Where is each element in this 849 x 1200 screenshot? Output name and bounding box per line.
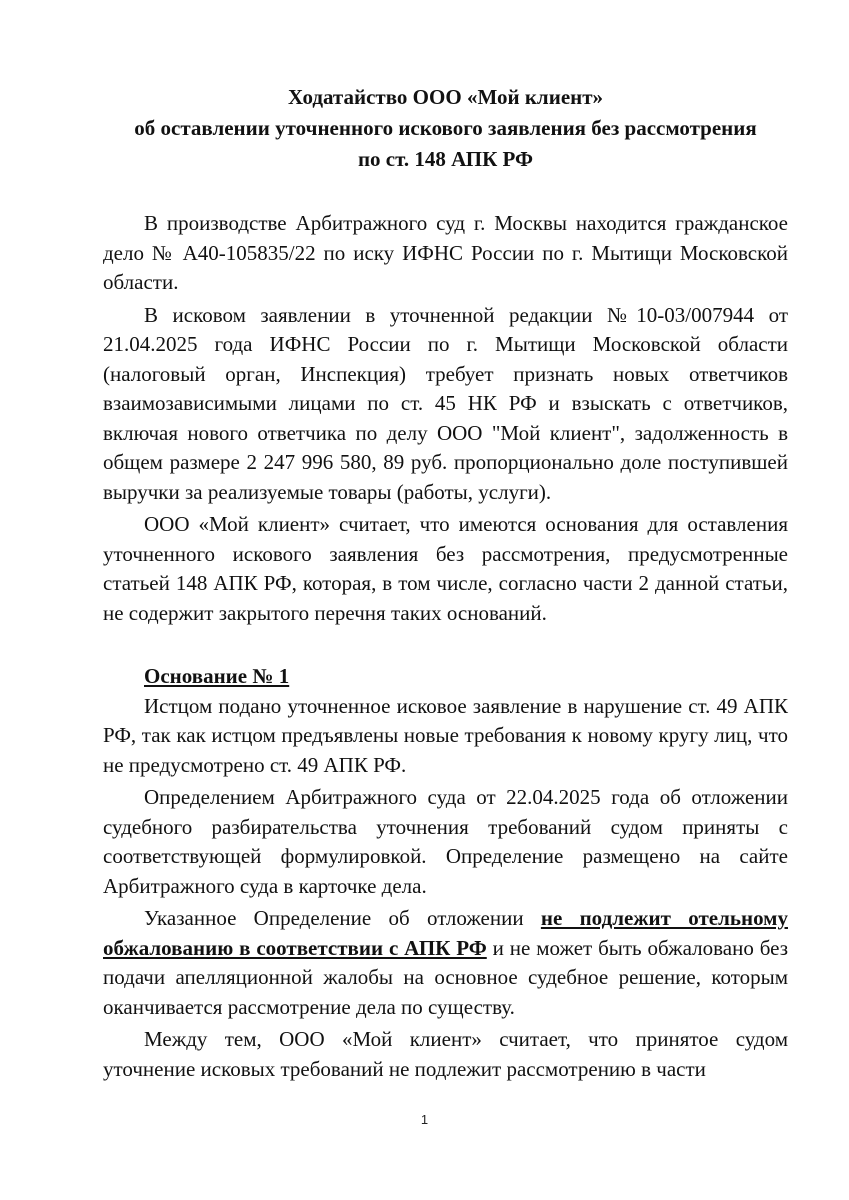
- intro-paragraph-3: ООО «Мой клиент» считает, что имеются основания для оставления уточненного искового заявления без рассмотрения, предусмотренные статьей 148 АПК РФ, которая, в том числе, согласно части 2 данной статьи, не содержит закрытого перечня таких оснований.: [103, 512, 788, 625]
- section-1-paragraph-4: Между тем, ООО «Мой клиент» считает, что принятое судом уточнение исковых требований не подлежит рассмотрению в части: [103, 1027, 788, 1081]
- section-1-paragraph-2: Определением Арбитражного суда от 22.04.2025 года об отложении судебного разбирательства уточнения требований судом приняты с соответствующей формулировкой. Определение размещено на сайте Арбитражного суда в карточке дела.: [103, 785, 788, 898]
- title-line-3: по ст. 148 АПК РФ: [357, 147, 534, 171]
- section-1-paragraph-1: Истцом подано уточненное исковое заявление в нарушение ст. 49 АПК РФ, так как истцом предъявлены новые требования к новому кругу лиц, что не предусмотрено ст. 49 АПК РФ.: [103, 693, 788, 777]
- document-title: [103, 82, 788, 175]
- document-page: [103, 82, 788, 1087]
- section-1-paragraph-3-end: и не может быть обжаловано без подачи апелляционной жалобы на основное судебное решение, которым оканчивается рассмотрение дела по существу.: [103, 935, 789, 1019]
- title-line-1: Ходатайство ООО «Мой клиент»: [287, 85, 604, 109]
- intro-paragraph-2: В исковом заявлении в уточненной редакции №10-03/007944 от 21.04.2025 года ИФНС России по г. Мытищи Московской области (налоговый орган, Инспекция) требует признать новых ответчиков взаимозависимыми лицами по ст. 45 НК РФ и взыскать с ответчиков, включая нового ответчика по делу ООО "Мой клиент", задолженность в общем размере 2 247 996 580, 89 руб. пропорционально доле поступившей выручки за реализуемые товары (работы, услуги).: [103, 302, 788, 504]
- emphasized-text: не подлежит отельному обжалованию в соответствии с АПК РФ: [103, 906, 788, 960]
- section-spacer: [103, 631, 788, 662]
- section-1-paragraph-3: [103, 904, 788, 1022]
- intro-paragraph-1: В производстве Арбитражного суд г. Москвы находится гражданское дело № А40-105835/22 по иску ИФНС России по г. Мытищи Московской области.: [103, 211, 788, 294]
- title-line-2: об оставлении уточненного искового заявления без рассмотрения: [134, 116, 757, 140]
- section-1-paragraph-3-start: Указанное Определение об отложении: [144, 906, 541, 930]
- section-1-heading: Основание № 1: [144, 664, 290, 688]
- page-number: 1: [420, 1112, 429, 1127]
